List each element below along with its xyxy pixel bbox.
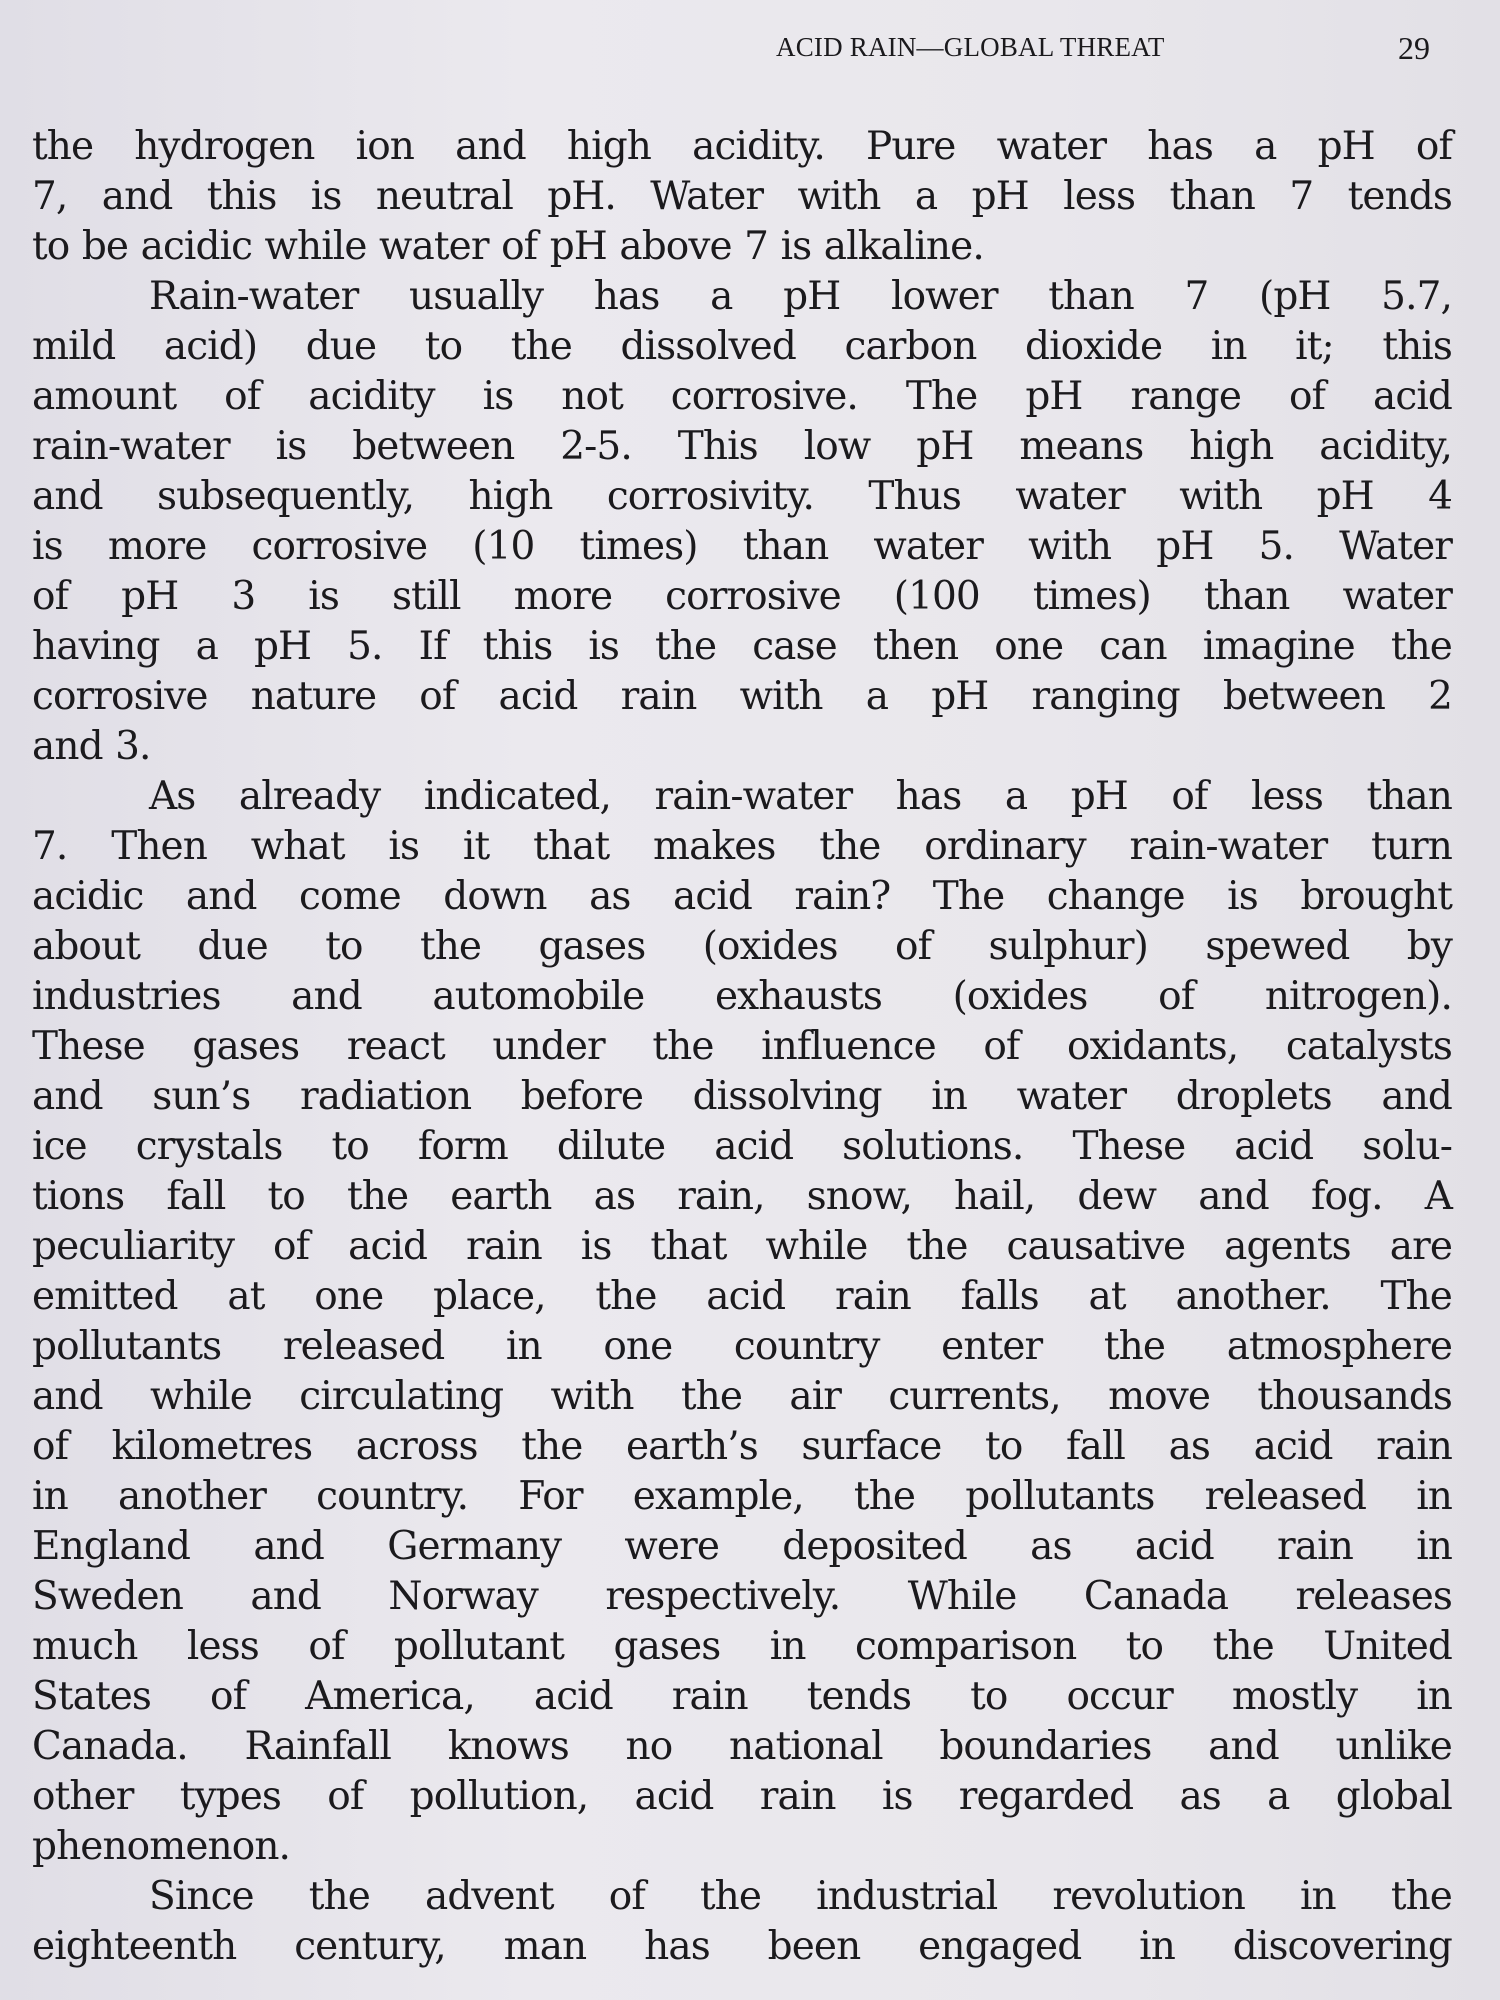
text-line: amount of acidity is not corrosive. The pH range of acid <box>32 374 1452 419</box>
text-line: other types of pollution, acid rain is regarded as a global <box>32 1774 1452 1819</box>
text-line: about due to the gases (oxides of sulphur) spewed by <box>32 924 1452 969</box>
running-header <box>0 30 1500 70</box>
text-line: Sweden and Norway respectively. While Canada releases <box>32 1574 1452 1619</box>
text-line: is more corrosive (10 times) than water with pH 5. Water <box>32 524 1452 569</box>
page-number: 29 <box>1398 30 1430 66</box>
text-line: acidic and come down as acid rain? The change is brought <box>32 874 1452 919</box>
text-line: to be acidic while water of pH above 7 is alkaline. <box>32 224 984 269</box>
text-line: and 3. <box>32 724 151 769</box>
text-line: These gases react under the influence of oxidants, catalysts <box>32 1024 1452 1069</box>
text-line: 7. Then what is it that makes the ordinary rain-water turn <box>32 824 1452 869</box>
text-line: England and Germany were deposited as acid rain in <box>32 1524 1452 1569</box>
body-text <box>32 122 1452 1972</box>
running-title: ACID RAIN—GLOBAL THREAT <box>776 32 1165 62</box>
text-line: of kilometres across the earth’s surface to fall as acid rain <box>32 1424 1452 1469</box>
text-line: Canada. Rainfall knows no national boundaries and unlike <box>32 1724 1452 1769</box>
text-line: pollutants released in one country enter the atmosphere <box>32 1324 1452 1369</box>
text-line: phenomenon. <box>32 1824 291 1869</box>
text-line: corrosive nature of acid rain with a pH ranging between 2 <box>32 674 1452 719</box>
text-line: eighteenth century, man has been engaged in discovering <box>32 1924 1452 1969</box>
text-line: As already indicated, rain-water has a pH of less than <box>149 774 1452 819</box>
text-line: 7, and this is neutral pH. Water with a pH less than 7 tends <box>32 174 1452 219</box>
text-line: and while circulating with the air currents, move thousands <box>32 1374 1452 1419</box>
text-line: Rain-water usually has a pH lower than 7 (pH 5.7, <box>149 274 1452 319</box>
text-line: tions fall to the earth as rain, snow, hail, dew and fog. A <box>32 1174 1452 1219</box>
text-line: the hydrogen ion and high acidity. Pure water has a pH of <box>32 124 1452 169</box>
text-line: industries and automobile exhausts (oxides of nitrogen). <box>32 974 1452 1019</box>
text-line: and subsequently, high corrosivity. Thus water with pH 4 <box>32 474 1452 519</box>
text-line: Since the advent of the industrial revolution in the <box>149 1874 1452 1919</box>
text-line: peculiarity of acid rain is that while the causative agents are <box>32 1224 1452 1269</box>
text-line: emitted at one place, the acid rain falls at another. The <box>32 1274 1452 1319</box>
text-line: rain-water is between 2-5. This low pH means high acidity, <box>32 424 1452 469</box>
text-line: of pH 3 is still more corrosive (100 times) than water <box>32 574 1452 619</box>
text-line: in another country. For example, the pollutants released in <box>32 1474 1452 1519</box>
text-line: ice crystals to form dilute acid solutions. These acid solu- <box>32 1124 1452 1169</box>
text-line: much less of pollutant gases in comparison to the United <box>32 1624 1452 1669</box>
text-line: having a pH 5. If this is the case then one can imagine the <box>32 624 1452 669</box>
text-line: mild acid) due to the dissolved carbon dioxide in it; this <box>32 324 1452 369</box>
text-line: and sun’s radiation before dissolving in water droplets and <box>32 1074 1452 1119</box>
text-line: States of America, acid rain tends to occur mostly in <box>32 1674 1452 1719</box>
